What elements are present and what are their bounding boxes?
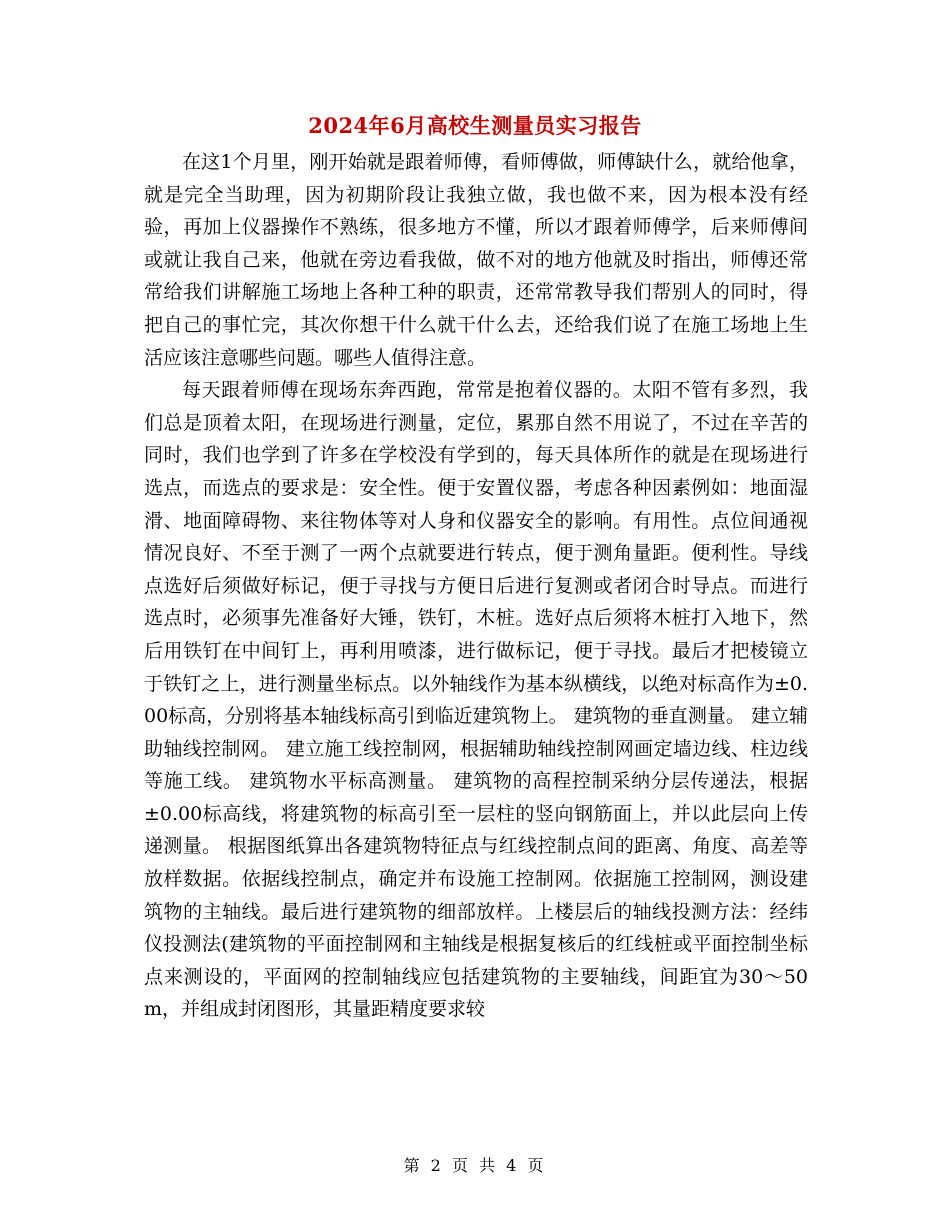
paragraph-1: 在这1个月里，刚开始就是跟着师傅，看师傅做，师傅缺什么，就给他拿，就是完全当助理，因为初期阶段让我独立做，我也做不来，因为根本没有经验，再加上仪器操作不熟练，很多地方不懂，所以才跟着师傅学，后来师傅间或就让我自己来，他就在旁边看我做，做不对的地方他就及时指出，师傅还常常给我们讲解施工场地上各种工种的职责，还常常教导我们帮别人的同时，得把自己的事忙完，其次你想干什么就干什么去，还给我们说了在施工场地上生活应该注意哪些问题。哪些人值得注意。 (144, 151, 808, 369)
paragraph-2: 每天跟着师傅在现场东奔西跑，常常是抱着仪器的。太阳不管有多烈，我们总是顶着太阳，在现场进行测量，定位，累那自然不用说了，不过在辛苦的同时，我们也学到了许多在学校没有学到的，每天具体所作的就是在现场进行选点，而选点的要求是：安全性。便于安置仪器，考虑各种因素例如：地面湿滑、地面障碍物、来往物体等对人身和仪器安全的影响。有用性。点位间通视情况良好、不至于测了一两个点就要进行转点，便于测角量距。便利性。导线点选好后须做好标记，便于寻找与方便日后进行复测或者闭合时导点。而进行选点时，必须事先准备好大锤，铁钉，木桩。选好点后须将木桩打入地下，然后用铁钉在中间钉上，再利用喷漆，进行做标记，便于寻找。最后才把棱镜立于铁钉之上，进行测量坐标点。以外轴线作为基本纵横线，以绝对标高作为±0.00标高，分别将基本轴线标高引到临近建筑物上。 建筑物的垂直测量。 建立辅助轴线控制网。 建立施工线控制网，根据辅助轴线控制网画定墙边线、柱边线等施工线。 建筑物水平标高测量。 建筑物的高程控制采纳分层传递法，根据±0.00标高线，将建筑物的标高引至一层柱的竖向钢筋面上，并以此层向上传递测量。 根据图纸算出各建筑物特征点与红线控制点间的距离、角度、高差等放样数据。依据线控制点，确定并布设施工控制网。依据施工控制网，测设建筑物的主轴线。最后进行建筑物的细部放样。上楼层后的轴线投测方法：经纬仪投测法(建筑物的平面控制网和主轴线是根据复核后的红线桩或平面控制坐标点来测设的，平面网的控制轴线应包括建筑物的主要轴线，间距宜为30～50m，并组成封闭图形，其量距精度要求较 (144, 379, 808, 1021)
page-footer: 第 2 页 共 4 页 (403, 1156, 547, 1175)
page-title: 2024年6月高校生测量员实习报告 (308, 113, 642, 138)
document-body (144, 146, 808, 1026)
